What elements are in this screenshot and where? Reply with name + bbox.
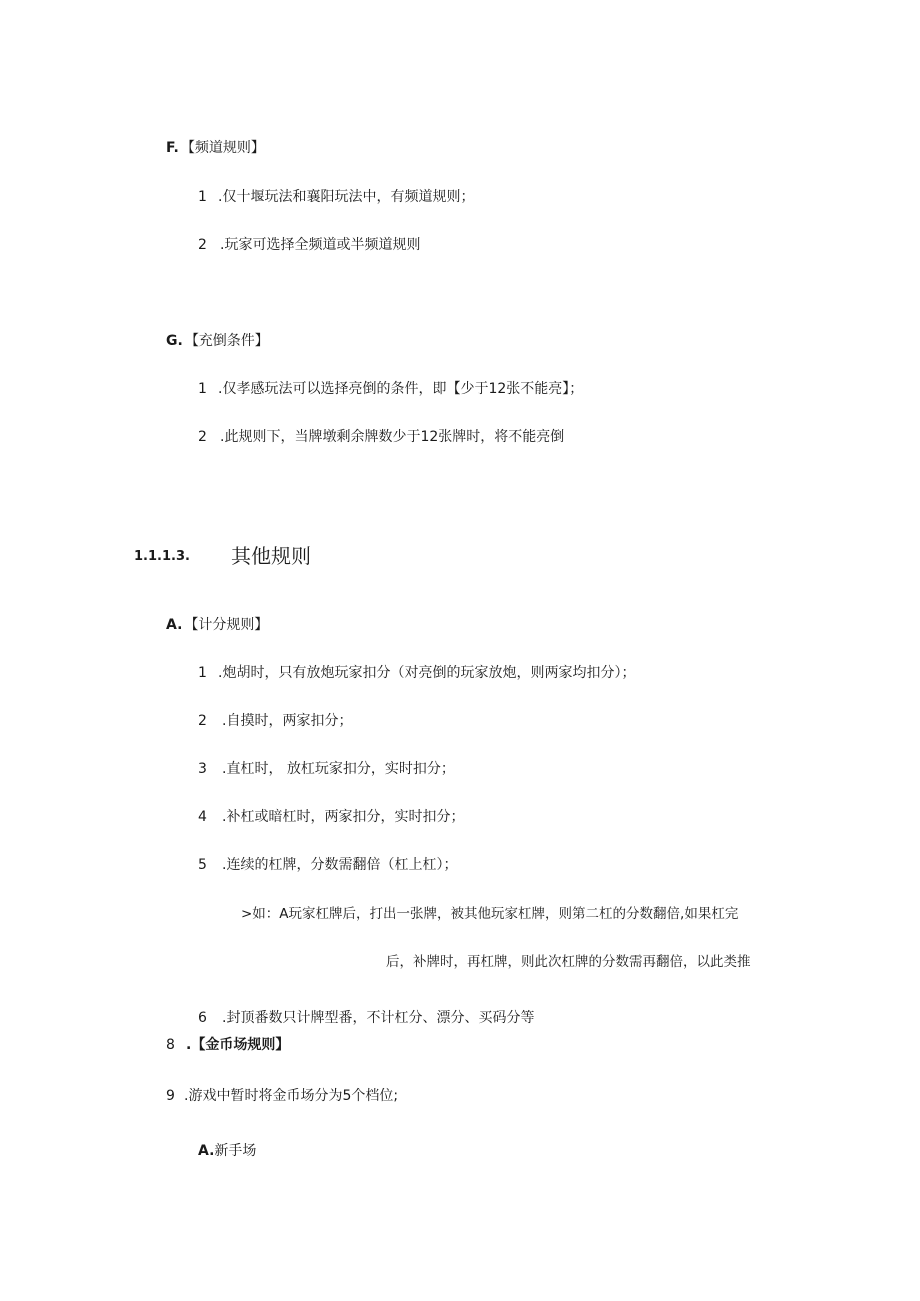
section-a-item-6	[198, 1009, 534, 1027]
item-8	[166, 1036, 289, 1054]
section-f-item-2	[198, 236, 420, 254]
item-number: 1	[198, 665, 207, 681]
item-text: .炮胡时，只有放炮玩家扣分（对亮倒的玩家放炮，则两家均扣分）；	[218, 665, 636, 681]
section-a-heading	[166, 616, 268, 634]
section-a-item-1	[198, 664, 635, 682]
item-text: .连续的杠牌，分数需翻倍（杠上杠）；	[222, 857, 458, 873]
section-title: 其他规则	[231, 544, 311, 568]
item-text: .玩家可选择全频道或半频道规则	[220, 237, 421, 253]
section-a-item-5	[198, 856, 457, 874]
section-g-item-2	[198, 428, 564, 446]
item-text: .此规则下，当牌墩剩余牌数少于12张牌时，将不能亮倒	[220, 429, 565, 445]
item-text: .直杠时， 放杠玩家扣分，实时扣分；	[222, 761, 455, 777]
section-g-title: 【充倒条件】	[184, 333, 269, 349]
section-number: 1.1.1.3.	[134, 549, 190, 564]
section-a-item-3	[198, 760, 455, 778]
sub-a	[198, 1142, 256, 1160]
item-text: .封顶番数只计牌型番，不计杠分、漂分、买码分等	[222, 1010, 535, 1026]
item-number: 1	[198, 189, 207, 205]
item-number: 1	[198, 381, 207, 397]
item-number: 2	[198, 713, 207, 729]
item-text: .游戏中暂时将金币场分为5个档位;	[184, 1088, 399, 1104]
section-a-letter: A.	[166, 617, 183, 633]
item-number: 8	[166, 1037, 175, 1053]
item-text: .【金币场规则】	[186, 1037, 290, 1053]
item-text: .仅十堰玩法和襄阳玩法中，有频道规则；	[218, 189, 475, 205]
item-number: 5	[198, 857, 207, 873]
item-number: 9	[166, 1088, 175, 1104]
item-text: .自摸时，两家扣分；	[222, 713, 353, 729]
item-text: .仅孝感玩法可以选择亮倒的条件，即【少于12张不能亮】；	[218, 381, 584, 397]
section-f-title: 【频道规则】	[180, 140, 265, 156]
section-a-item-2	[198, 712, 352, 730]
item-number: 4	[198, 809, 207, 825]
item-number: 2	[198, 429, 207, 445]
note-line-1: >如：A玩家杠牌后，打出一张牌，被其他玩家杠牌，则第二杠的分数翻倍,如果杠完	[241, 906, 739, 922]
sub-a-text: 新手场	[214, 1143, 257, 1159]
section-g-heading	[166, 332, 269, 350]
item-text: .补杠或暗杠时，两家扣分，实时扣分；	[222, 809, 465, 825]
section-g-letter: G.	[166, 333, 183, 349]
item-number: 3	[198, 761, 207, 777]
section-g-item-1	[198, 380, 583, 398]
section-f-letter: F.	[166, 140, 179, 156]
section-f-item-1	[198, 188, 474, 206]
section-a-item-4	[198, 808, 464, 826]
section-a-title: 【计分规则】	[184, 617, 269, 633]
item-9	[166, 1087, 398, 1105]
sub-a-letter: A.	[198, 1143, 215, 1159]
section-f-heading	[166, 139, 265, 157]
item-number: 2	[198, 237, 207, 253]
item-number: 6	[198, 1010, 207, 1026]
note-line-2: 后，补牌时，再杠牌，则此次杠牌的分数需再翻倍，以此类推	[386, 954, 751, 970]
